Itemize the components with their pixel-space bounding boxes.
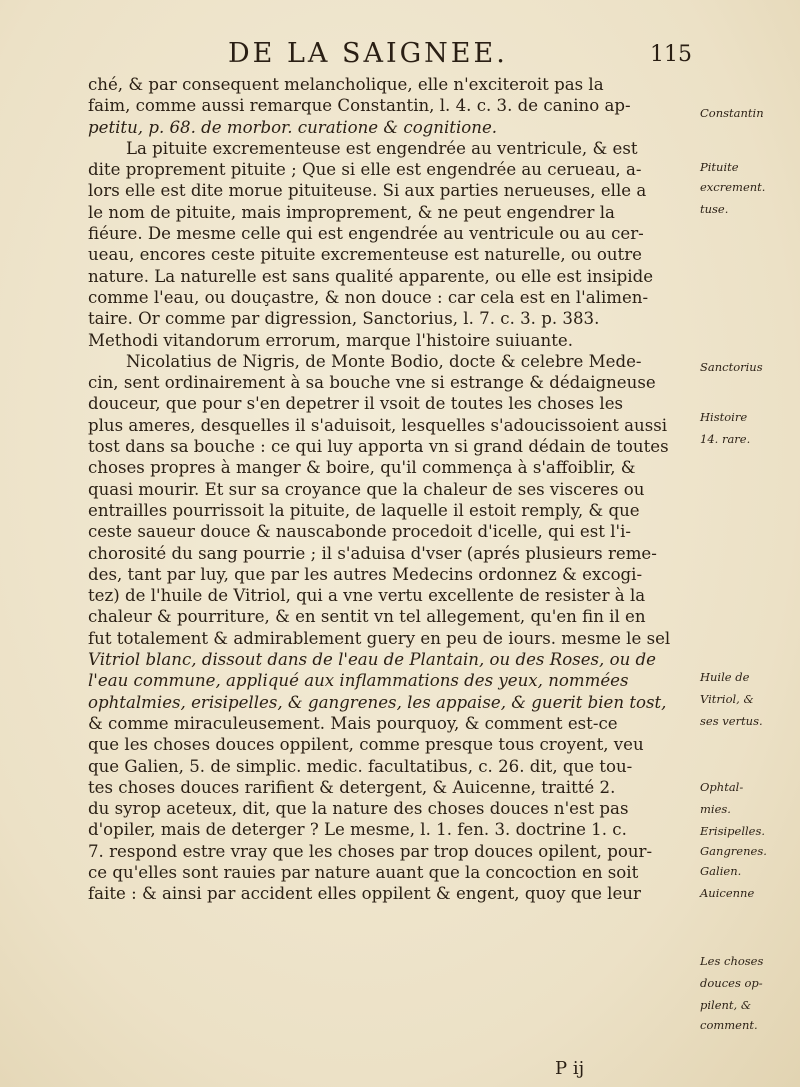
margin-note: mies. (700, 802, 731, 816)
text-line: le nom de pituite, mais improprement, & ne peut engendrer la (88, 202, 615, 222)
margin-note: 14. rare. (700, 432, 751, 446)
text-line: nature. La naturelle est sans qualité apparente, ou elle est insipide (88, 266, 654, 286)
text-line: & comme miraculeusement. Mais pourquoy, & comment est-ce (88, 713, 618, 733)
text-line: que Galien, 5. de simplic. medic. facultatibus, c. 26. dit, que tou- (88, 756, 633, 776)
text-line: taire. Or comme par digression, Sanctorius, l. 7. c. 3. p. 383. (88, 309, 600, 329)
text-line: chaleur & pourriture, & en sentit vn tel allegement, qu'en fin il en (88, 607, 646, 627)
margin-note: ses vertus. (700, 714, 763, 728)
text-line: ce qu'elles sont rauies par nature auant que la concoction en soit (88, 862, 639, 882)
margin-note: Galien. (700, 864, 742, 878)
text-line: plus ameres, desquelles il s'aduisoit, lesquelles s'adoucissoient aussi (88, 415, 668, 435)
margin-note: Histoire (700, 410, 748, 424)
text-line: douceur, que pour s'en depetrer il vsoit de toutes les choses les (88, 394, 624, 414)
text-line: d'opiler, mais de deterger ? Le mesme, l. 1. fen. 3. doctrine 1. c. (88, 820, 627, 840)
margin-note: Erisipelles. (700, 824, 766, 838)
text-line: petitu, p. 68. de morbor. curatione & cognitione. (88, 117, 498, 137)
text-line: tes choses douces rarifient & detergent, & Auicenne, traitté 2. (88, 777, 616, 797)
margin-note: Vitriol, & (700, 692, 754, 706)
text-line: tost dans sa bouche : ce qui luy apporta vn si grand dédain de toutes (88, 437, 669, 457)
text-line: Nicolatius de Nigris, de Monte Bodio, docte & celebre Mede- (126, 351, 642, 371)
margin-note: Huile de (700, 670, 750, 684)
text-line: ceste saueur douce & nauscabonde procedoit d'icelle, qui est l'i- (88, 522, 631, 542)
margin-note: Gangrenes. (700, 844, 767, 858)
margin-note: Constantin (700, 106, 764, 120)
text-line: comme l'eau, ou douçastre, & non douce : car cela est en l'alimen- (88, 287, 649, 307)
text-line: fiéure. De mesme celle qui est engendrée au ventricule ou au cer- (88, 224, 644, 244)
text-line: entrailles pourrissoit la pituite, de laquelle il estoit remply, & que (88, 500, 640, 520)
margin-note: pilent, & (700, 998, 752, 1012)
signature-mark: P ij (555, 1058, 585, 1079)
text-line: choses propres à manger & boire, qu'il commença à s'affoiblir, & (88, 458, 636, 478)
text-line: ché, & par consequent melancholique, elle n'exciteroit pas la (88, 75, 604, 94)
text-line: Vitriol blanc, dissout dans de l'eau de Plantain, ou des Roses, ou de (88, 650, 657, 670)
margin-note: Sanctorius (700, 360, 763, 374)
margin-note: Ophtal- (700, 780, 744, 794)
text-line: faim, comme aussi remarque Constantin, l. 4. c. 3. de canino ap- (88, 96, 631, 116)
text-line: faite : & ainsi par accident elles oppilent & engent, quoy que leur (88, 884, 641, 904)
text-line: 7. respond estre vray que les choses par trop douces opilent, pour- (88, 841, 653, 861)
page-number: 115 (650, 42, 692, 67)
text-line: ueau, encores ceste pituite excrementeuse est naturelle, ou outre (88, 245, 642, 265)
text-line: dite proprement pituite ; Que si elle est engendrée au cerueau, a- (88, 160, 642, 180)
margin-note: douces op- (700, 976, 763, 990)
margin-note: Pituite (700, 160, 739, 174)
text-line: fut totalement & admirablement guery en peu de iours. mesme le sel (88, 628, 671, 648)
text-line: des, tant par luy, que par les autres Medecins ordonnez & excogi- (88, 564, 643, 584)
text-line: l'eau commune, appliqué aux inflammations des yeux, nommées (88, 671, 629, 691)
text-line: Methodi vitandorum errorum, marque l'histoire suiuante. (88, 330, 573, 350)
text-line: lors elle est dite morue pituiteuse. Si aux parties nerueuses, elle a (88, 181, 647, 201)
page-header (0, 38, 800, 72)
text-line: quasi mourir. Et sur sa croyance que la chaleur de ses visceres ou (88, 479, 645, 499)
text-line: que les choses douces oppilent, comme presque tous croyent, veu (88, 735, 644, 755)
margin-note: Auicenne (700, 886, 755, 900)
text-line: La pituite excrementeuse est engendrée au ventricule, & est (126, 138, 638, 158)
margin-note: tuse. (700, 202, 729, 216)
text-line: du syrop aceteux, dit, que la nature des choses douces n'est pas (88, 799, 629, 819)
margin-note: Les choses (700, 954, 764, 968)
running-title: DE LA SAIGNEE. (228, 38, 508, 69)
margin-note: excrement. (700, 180, 766, 194)
text-line: ophtalmies, erisipelles, & gangrenes, les appaise, & guerit bien tost, (88, 692, 667, 712)
text-line: chorosité du sang pourrie ; il s'aduisa d'vser (aprés plusieurs reme- (88, 543, 657, 563)
text-line: tez) de l'huile de Vitriol, qui a vne vertu excellente de resister à la (88, 586, 646, 606)
body-text (88, 74, 698, 905)
margin-note: comment. (700, 1018, 758, 1032)
text-line: cin, sent ordinairement à sa bouche vne si estrange & dédaigneuse (88, 373, 656, 393)
